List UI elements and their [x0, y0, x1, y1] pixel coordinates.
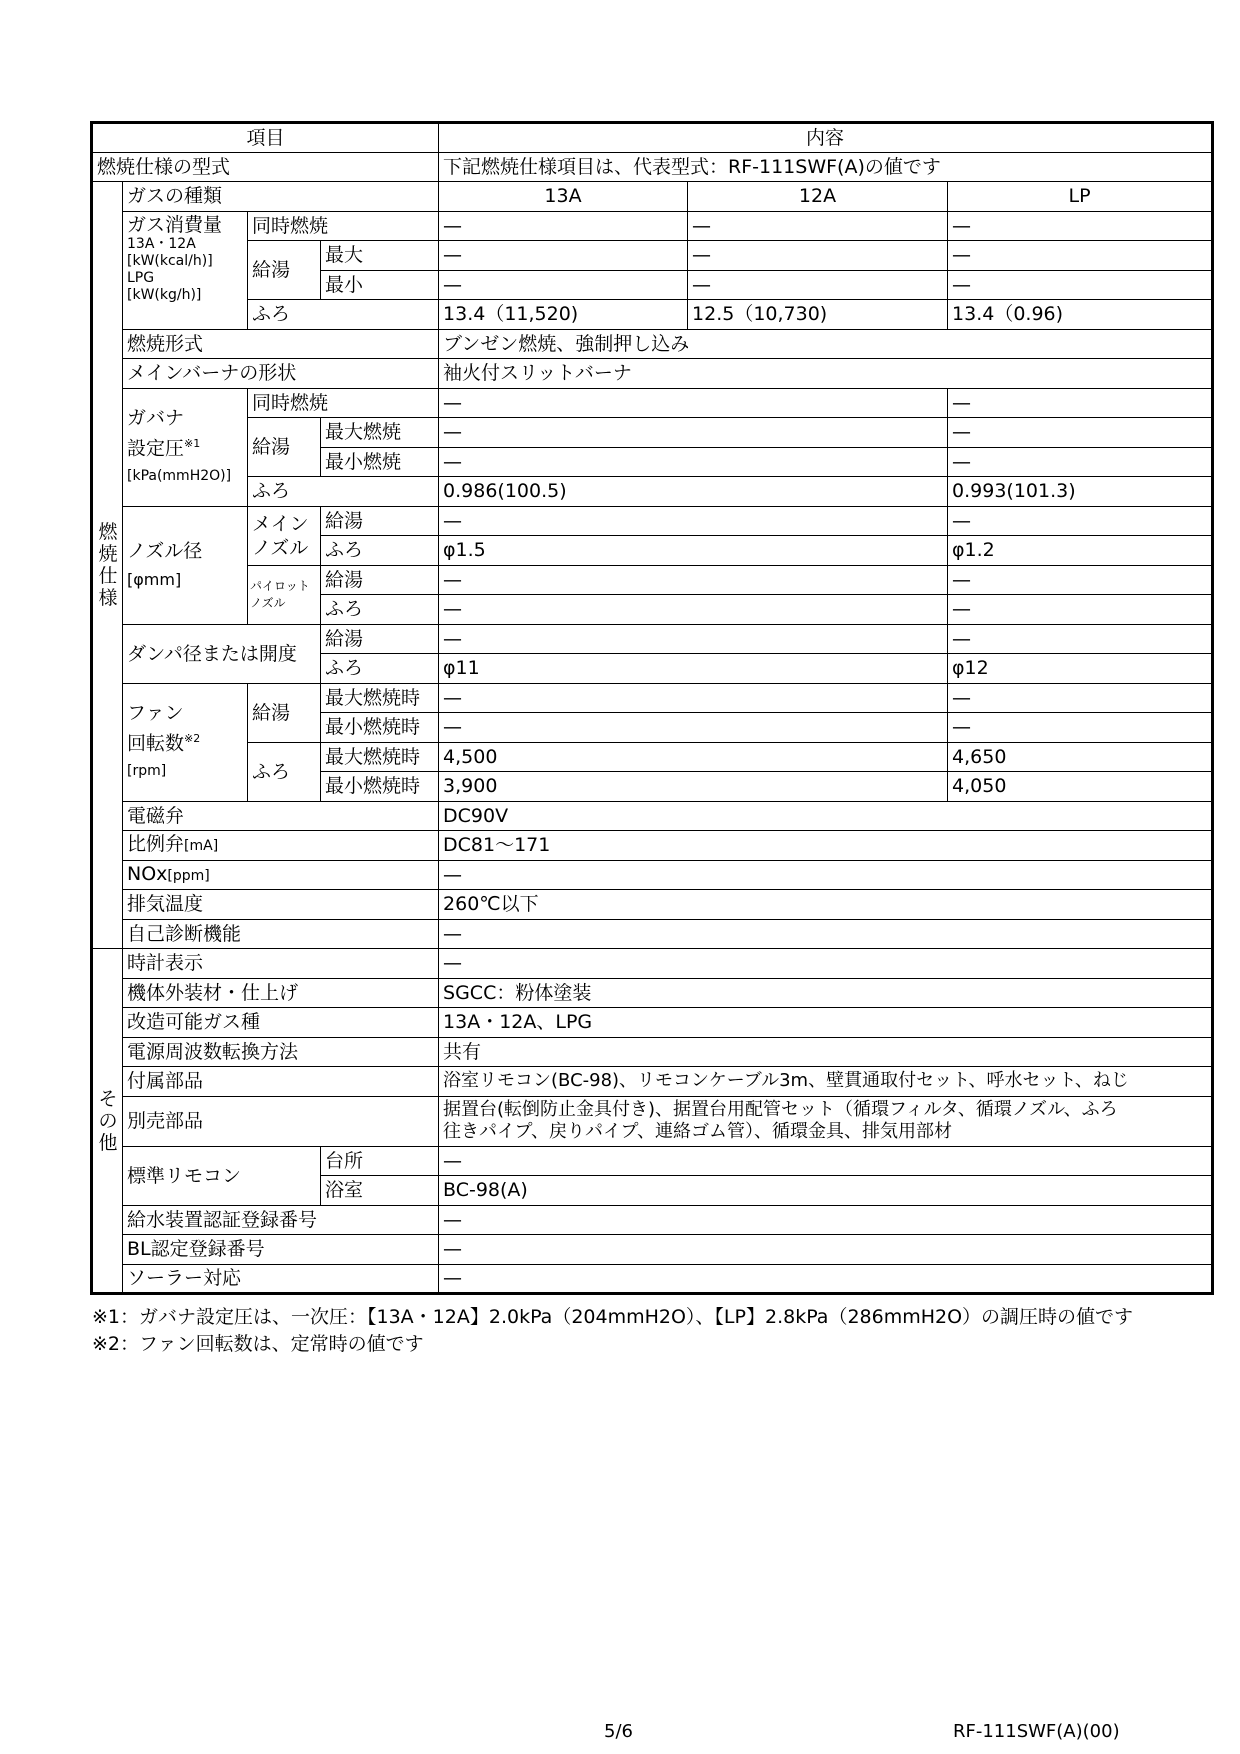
dash-cell: —: [948, 447, 1213, 477]
consumption-bath-label: ふろ: [248, 300, 439, 330]
dash-cell: —: [948, 418, 1213, 448]
dash-cell: —: [688, 270, 948, 300]
fan-bath-max-label: 最大燃焼時: [321, 742, 439, 772]
dash-cell: —: [439, 949, 1213, 979]
dash-cell: —: [948, 388, 1213, 418]
dash-cell: —: [439, 1146, 1213, 1176]
fan-bath-max-row: [92, 742, 1213, 772]
fan-hw-min-label: 最小燃焼時: [321, 713, 439, 743]
consumption-unit3: LPG: [127, 269, 155, 286]
convertible-row: [92, 1008, 1213, 1038]
optional-value-cell: [439, 1096, 1213, 1146]
fan-bath-max-value: 4,500: [439, 742, 948, 772]
governor-bath-main: 0.986(100.5): [439, 477, 948, 507]
damper-bath-label: ふろ: [321, 654, 439, 684]
dash-cell: —: [439, 388, 948, 418]
dash-cell: —: [439, 1264, 1213, 1294]
fan-bath-max-lp: 4,650: [948, 742, 1213, 772]
consumption-unit4: [kW(kg/h)]: [127, 286, 202, 303]
governor-label1: ガバナ: [127, 406, 185, 429]
dash-cell: —: [439, 211, 688, 241]
combustion-type-label: 燃焼形式: [123, 329, 439, 359]
consumption-sim-label: 同時燃焼: [248, 211, 439, 241]
governor-hotwater-label: 給湯: [248, 418, 321, 477]
nozzle-pilot-bath-label: ふろ: [321, 595, 439, 625]
governor-bath-label: ふろ: [248, 477, 439, 507]
fan-label-cell: [123, 683, 248, 801]
governor-note: ※1: [184, 436, 201, 450]
nox-label: NOx: [127, 862, 168, 885]
fan-hotwater-label: 給湯: [248, 683, 321, 742]
proportional-row: [92, 831, 1213, 861]
accessories-label: 付属部品: [123, 1067, 439, 1097]
fan-note: ※2: [184, 731, 201, 745]
damper-hw-row: [92, 624, 1213, 654]
governor-label2: 設定圧: [127, 437, 185, 460]
proportional-label-cell: [123, 831, 439, 861]
dash-cell: —: [948, 713, 1213, 743]
dash-cell: —: [439, 919, 1213, 949]
consumption-bath-13a: 13.4（11,520): [439, 300, 688, 330]
dash-cell: —: [439, 565, 948, 595]
footnote-1: ※1：ガバナ設定圧は、一次圧：【13A・12A】2.0kPa（204mmH2O）、【LP】2.8kPa（286mmH2O）の調圧時の値です: [92, 1306, 1134, 1328]
spec-table: [90, 121, 1214, 1295]
dash-cell: —: [948, 241, 1213, 271]
governor-bath-row: [92, 477, 1213, 507]
combustion-type-value: ブンゼン燃焼、強制押し込み: [439, 329, 1213, 359]
consumption-unit1: 13A・12A: [127, 235, 196, 252]
gas-type-row: [92, 182, 1213, 212]
dash-cell: —: [948, 595, 1213, 625]
accessories-value: 浴室リモコン(BC-98)、リモコンケーブル3m、壁貫通取付セット、呼水セット、ねじ: [439, 1067, 1213, 1097]
dash-cell: —: [688, 211, 948, 241]
optional-row: [92, 1096, 1213, 1146]
nozzle-label: ノズル径: [127, 539, 203, 562]
nozzle-main-label: メイン ノズル: [248, 506, 321, 565]
solenoid-value: DC90V: [439, 801, 1213, 831]
gas-type-12a: 12A: [688, 182, 948, 212]
frequency-row: [92, 1037, 1213, 1067]
self-diag-label: 自己診断機能: [123, 919, 439, 949]
dash-cell: —: [948, 565, 1213, 595]
proportional-label: 比例弁: [127, 833, 185, 856]
remote-bathroom-label: 浴室: [321, 1176, 439, 1206]
nozzle-main-bath-label: ふろ: [321, 536, 439, 566]
burner-shape-label: メインバーナの形状: [123, 359, 439, 389]
dash-cell: —: [439, 595, 948, 625]
dash-cell: —: [688, 241, 948, 271]
dash-cell: —: [439, 683, 948, 713]
remote-bathroom-value: BC-98(A): [439, 1176, 1213, 1206]
convertible-label: 改造可能ガス種: [123, 1008, 439, 1038]
fan-bath-min-lp: 4,050: [948, 772, 1213, 802]
dash-cell: —: [948, 683, 1213, 713]
governor-unit: [kPa(mmH2O)]: [127, 468, 232, 485]
proportional-value: DC81～171: [439, 831, 1213, 861]
consumption-min-label: 最小: [321, 270, 439, 300]
damper-bath-main: φ11: [439, 654, 948, 684]
dash-cell: —: [439, 241, 688, 271]
nozzle-label-cell: [123, 506, 248, 624]
burner-shape-value: 袖火付スリットバーナ: [439, 359, 1213, 389]
dash-cell: —: [948, 270, 1213, 300]
nozzle-pilot-hw-label: 給湯: [321, 565, 439, 595]
fan-bath-label: ふろ: [248, 742, 321, 801]
consumption-hotwater-label: 給湯: [248, 241, 321, 300]
group-combustion-label: 燃焼仕様: [98, 521, 118, 609]
fan-label1: ファン: [127, 701, 184, 724]
casing-label: 機体外装材・仕上げ: [123, 978, 439, 1008]
consumption-unit2: [kW(kcal/h)]: [127, 252, 213, 269]
nox-unit: [ppm]: [167, 867, 210, 884]
dash-cell: —: [439, 270, 688, 300]
clock-label: 時計表示: [123, 949, 439, 979]
group-other: [92, 949, 123, 1294]
nozzle-main-hw-row: [92, 506, 1213, 536]
accessories-row: [92, 1067, 1213, 1097]
governor-sim-label: 同時燃焼: [248, 388, 439, 418]
remote-kitchen-row: [92, 1146, 1213, 1176]
gas-type-13a: 13A: [439, 182, 688, 212]
group-combustion: [92, 182, 123, 949]
water-cert-row: [92, 1205, 1213, 1235]
governor-label-cell: [123, 388, 248, 506]
nozzle-unit: [φmm]: [127, 569, 182, 589]
water-cert-label: 給水装置認証登録番号: [123, 1205, 439, 1235]
self-diag-row: [92, 919, 1213, 949]
proportional-unit: [mA]: [184, 838, 219, 855]
remote-label: 標準リモコン: [123, 1146, 321, 1205]
dash-cell: —: [439, 624, 948, 654]
solar-row: [92, 1264, 1213, 1294]
governor-max-row: [92, 418, 1213, 448]
model-label: 燃焼仕様の型式: [92, 152, 439, 182]
nozzle-main-hw-label: 給湯: [321, 506, 439, 536]
group-other-label: その他: [98, 1087, 118, 1154]
dash-cell: —: [948, 624, 1213, 654]
dash-cell: —: [439, 506, 948, 536]
damper-hw-label: 給湯: [321, 624, 439, 654]
consumption-max-label: 最大: [321, 241, 439, 271]
header-item: 項目: [92, 123, 439, 153]
footnote-2: ※2：ファン回転数は、定常時の値です: [92, 1333, 424, 1355]
dash-cell: —: [439, 418, 948, 448]
dash-cell: —: [439, 1205, 1213, 1235]
governor-sim-row: [92, 388, 1213, 418]
fan-hw-max-row: [92, 683, 1213, 713]
convertible-value: 13A・12A、LPG: [439, 1008, 1213, 1038]
casing-row: [92, 978, 1213, 1008]
fan-label2: 回転数: [127, 732, 185, 755]
header-row: [92, 123, 1213, 153]
nozzle-main-bath-lp: φ1.2: [948, 536, 1213, 566]
dash-cell: —: [439, 713, 948, 743]
burner-shape-row: [92, 359, 1213, 389]
nozzle-pilot-label: パイロット ノズル: [248, 565, 321, 624]
consumption-label-cell: [123, 211, 248, 329]
nox-label-cell: [123, 860, 439, 890]
clock-row: [92, 949, 1213, 979]
nozzle-main-bath-value: φ1.5: [439, 536, 948, 566]
fan-bath-min-value: 3,900: [439, 772, 948, 802]
gas-type-lp: LP: [948, 182, 1213, 212]
nozzle-pilot-hw-row: [92, 565, 1213, 595]
combustion-type-row: [92, 329, 1213, 359]
optional-value-line2: 往きパイプ、戻りパイプ、連絡ゴム管）、循環金具、排気用部材: [443, 1121, 953, 1142]
fan-hw-max-label: 最大燃焼時: [321, 683, 439, 713]
fan-unit: [rpm]: [127, 763, 167, 780]
footnotes: [92, 1304, 1133, 1358]
dash-cell: —: [948, 506, 1213, 536]
solar-label: ソーラー対応: [123, 1264, 439, 1294]
model-value: 下記燃焼仕様項目は、代表型式：RF-111SWF(A)の値です: [439, 152, 1213, 182]
casing-value: SGCC：粉体塗装: [439, 978, 1213, 1008]
consumption-max-row: [92, 241, 1213, 271]
optional-label: 別売部品: [123, 1096, 439, 1146]
model-code: RF-111SWF(A)(00): [953, 1721, 1120, 1742]
consumption-bath-lp: 13.4（0.96): [948, 300, 1213, 330]
optional-value-line1: 据置台(転倒防止金具付き)、据置台用配管セット（循環フィルタ、循環ノズル、ふろ: [443, 1099, 1118, 1120]
dash-cell: —: [948, 211, 1213, 241]
exhaust-row: [92, 890, 1213, 920]
frequency-label: 電源周波数転換方法: [123, 1037, 439, 1067]
solenoid-row: [92, 801, 1213, 831]
gas-type-label: ガスの種類: [123, 182, 439, 212]
remote-kitchen-label: 台所: [321, 1146, 439, 1176]
bl-cert-label: BL認定登録番号: [123, 1235, 439, 1265]
fan-bath-min-label: 最小燃焼時: [321, 772, 439, 802]
solenoid-label: 電磁弁: [123, 801, 439, 831]
consumption-label: ガス消費量: [127, 213, 223, 236]
dash-cell: —: [439, 860, 1213, 890]
consumption-bath-12a: 12.5（10,730): [688, 300, 948, 330]
dash-cell: —: [439, 1235, 1213, 1265]
damper-label: ダンパ径または開度: [123, 624, 321, 683]
damper-bath-lp: φ12: [948, 654, 1213, 684]
header-content: 内容: [439, 123, 1213, 153]
exhaust-value: 260℃以下: [439, 890, 1213, 920]
nox-row: [92, 860, 1213, 890]
frequency-value: 共有: [439, 1037, 1213, 1067]
exhaust-label: 排気温度: [123, 890, 439, 920]
dash-cell: —: [439, 447, 948, 477]
page-number: 5/6: [604, 1721, 633, 1742]
model-row: [92, 152, 1213, 182]
governor-max-label: 最大燃焼: [321, 418, 439, 448]
governor-min-label: 最小燃焼: [321, 447, 439, 477]
consumption-bath-row: [92, 300, 1213, 330]
governor-bath-lp: 0.993(101.3): [948, 477, 1213, 507]
consumption-sim-row: [92, 211, 1213, 241]
bl-cert-row: [92, 1235, 1213, 1265]
